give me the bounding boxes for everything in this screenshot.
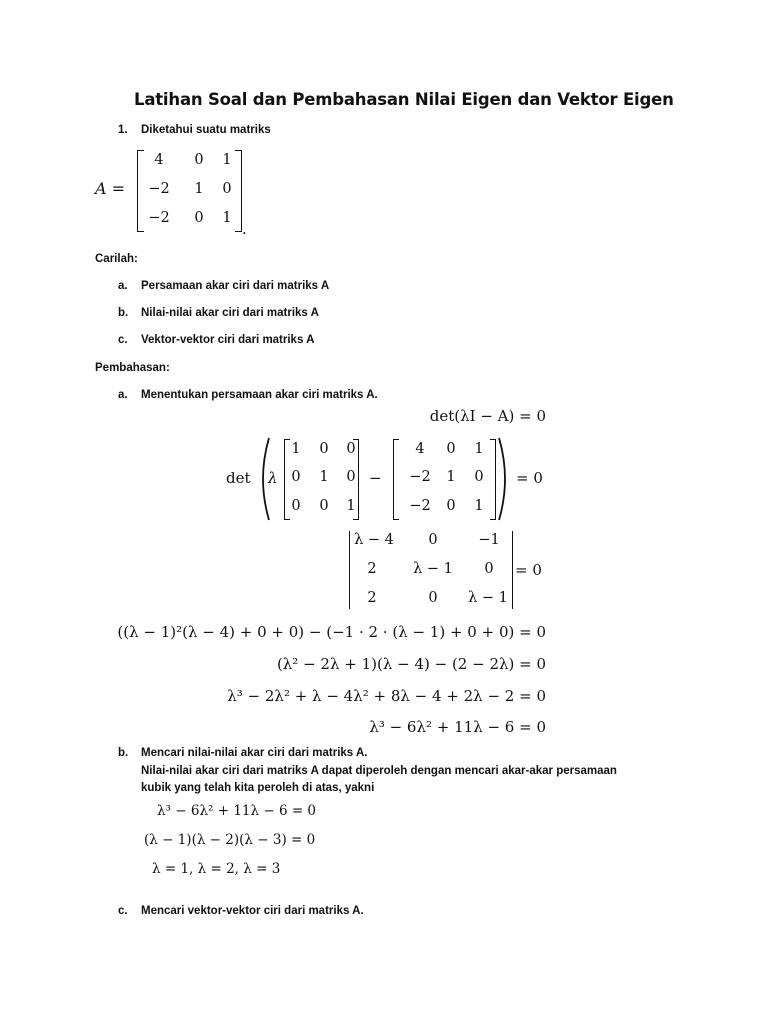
part-c-text: Mencari vektor-vektor ciri dari matriks A.: [141, 905, 364, 917]
part-b-desc: Nilai-nilai akar ciri dari matriks A dapat diperoleh dengan mencari akar-akar persamaan: [141, 765, 617, 777]
matrix-a2-cell: −2: [409, 498, 431, 514]
page-title: Latihan Soal dan Pembahasan Nilai Eigen dan Vektor Eigen: [134, 90, 674, 109]
matrix-a-cell: 1: [194, 181, 204, 197]
det-cell: λ − 1: [413, 561, 453, 577]
identity-cell: 0: [319, 498, 329, 514]
identity-cell: 0: [346, 441, 356, 457]
identity-cell: 0: [291, 469, 301, 485]
matrix-a-cell: 1: [222, 210, 232, 226]
det-cell: 2: [367, 561, 377, 577]
identity-cell: 0: [319, 441, 329, 457]
carilah-item-marker: a.: [118, 280, 128, 292]
identity-cell: 1: [291, 441, 301, 457]
matrix-a2-cell: 1: [446, 469, 456, 485]
pembahasan-label: Pembahasan:: [95, 362, 170, 374]
minus-sign: −: [369, 469, 382, 487]
matrix-a2-cell: 1: [474, 498, 484, 514]
det-word: det: [226, 469, 251, 487]
matrix-a-cell: 0: [222, 181, 232, 197]
det-cell: −1: [478, 532, 500, 548]
root-line: λ = 1, λ = 2, λ = 3: [152, 861, 281, 877]
carilah-label: Carilah:: [95, 253, 138, 265]
matrix-a-cell: 4: [154, 152, 164, 168]
matrix-a2-cell: 0: [474, 469, 484, 485]
part-a-marker: a.: [118, 389, 128, 401]
det-cell: 0: [428, 590, 438, 606]
big-right-paren: [496, 436, 512, 522]
root-line: λ³ − 6λ² + 11λ − 6 = 0: [157, 803, 317, 819]
identity-cell: 0: [346, 469, 356, 485]
matrix-a-cell: −2: [148, 181, 170, 197]
det-cell: λ − 4: [354, 532, 394, 548]
problem-number: 1.: [118, 124, 128, 136]
carilah-item-marker: c.: [118, 334, 128, 346]
expansion-line: ((λ − 1)²(λ − 4) + 0 + 0) − (−1 · 2 · (λ − 1) + 0 + 0) = 0: [117, 623, 546, 641]
det-cell: 0: [428, 532, 438, 548]
lambda-symbol: λ: [268, 469, 278, 487]
matrix-a2-cell: 0: [446, 498, 456, 514]
matrix-a2-left-bracket: [393, 439, 399, 520]
part-c-marker: c.: [118, 905, 128, 917]
matrix-a-cell: 0: [194, 210, 204, 226]
root-line: (λ − 1)(λ − 2)(λ − 3) = 0: [144, 832, 316, 848]
part-b-desc: kubik yang telah kita peroleh di atas, yakni: [141, 782, 375, 794]
expansion-line: (λ² − 2λ + 1)(λ − 4) − (2 − 2λ) = 0: [276, 655, 546, 673]
carilah-item-text: Vektor-vektor ciri dari matriks A: [141, 334, 315, 346]
part-b-marker: b.: [118, 747, 129, 759]
part-a-text: Menentukan persamaan akar ciri matriks A.: [141, 389, 378, 401]
matrix-a-cell: 1: [222, 152, 232, 168]
matrix-a-cell: 0: [194, 152, 204, 168]
det-cell: 0: [484, 561, 494, 577]
matrix-a-trailing-period: .: [242, 220, 247, 238]
expansion-line: λ³ − 6λ² + 11λ − 6 = 0: [369, 718, 546, 736]
matrix-a-cell: −2: [148, 210, 170, 226]
carilah-item-marker: b.: [118, 307, 129, 319]
expansion-line: λ³ − 2λ² + λ − 4λ² + 8λ − 4 + 2λ − 2 = 0: [227, 687, 546, 705]
det-cell: λ − 1: [468, 590, 508, 606]
identity-cell: 0: [291, 498, 301, 514]
identity-cell: 1: [319, 469, 329, 485]
matrix-a2-cell: 1: [474, 441, 484, 457]
matrix-a2-cell: 0: [446, 441, 456, 457]
equals-zero: = 0: [516, 469, 543, 487]
equation-characteristic: det(λI − A) = 0: [429, 407, 546, 425]
part-b-text: Mencari nilai-nilai akar ciri dari matriks A.: [141, 747, 368, 759]
carilah-item-text: Persamaan akar ciri dari matriks A: [141, 280, 330, 292]
matrix-a-label: A =: [95, 179, 126, 198]
identity-cell: 1: [346, 498, 356, 514]
det-cell: 2: [367, 590, 377, 606]
matrix-a2-cell: −2: [409, 469, 431, 485]
det-equals-zero: = 0: [515, 561, 542, 579]
carilah-item-text: Nilai-nilai akar ciri dari matriks A: [141, 307, 319, 319]
problem-text: Diketahui suatu matriks: [141, 124, 271, 136]
matrix-a2-cell: 4: [415, 441, 425, 457]
